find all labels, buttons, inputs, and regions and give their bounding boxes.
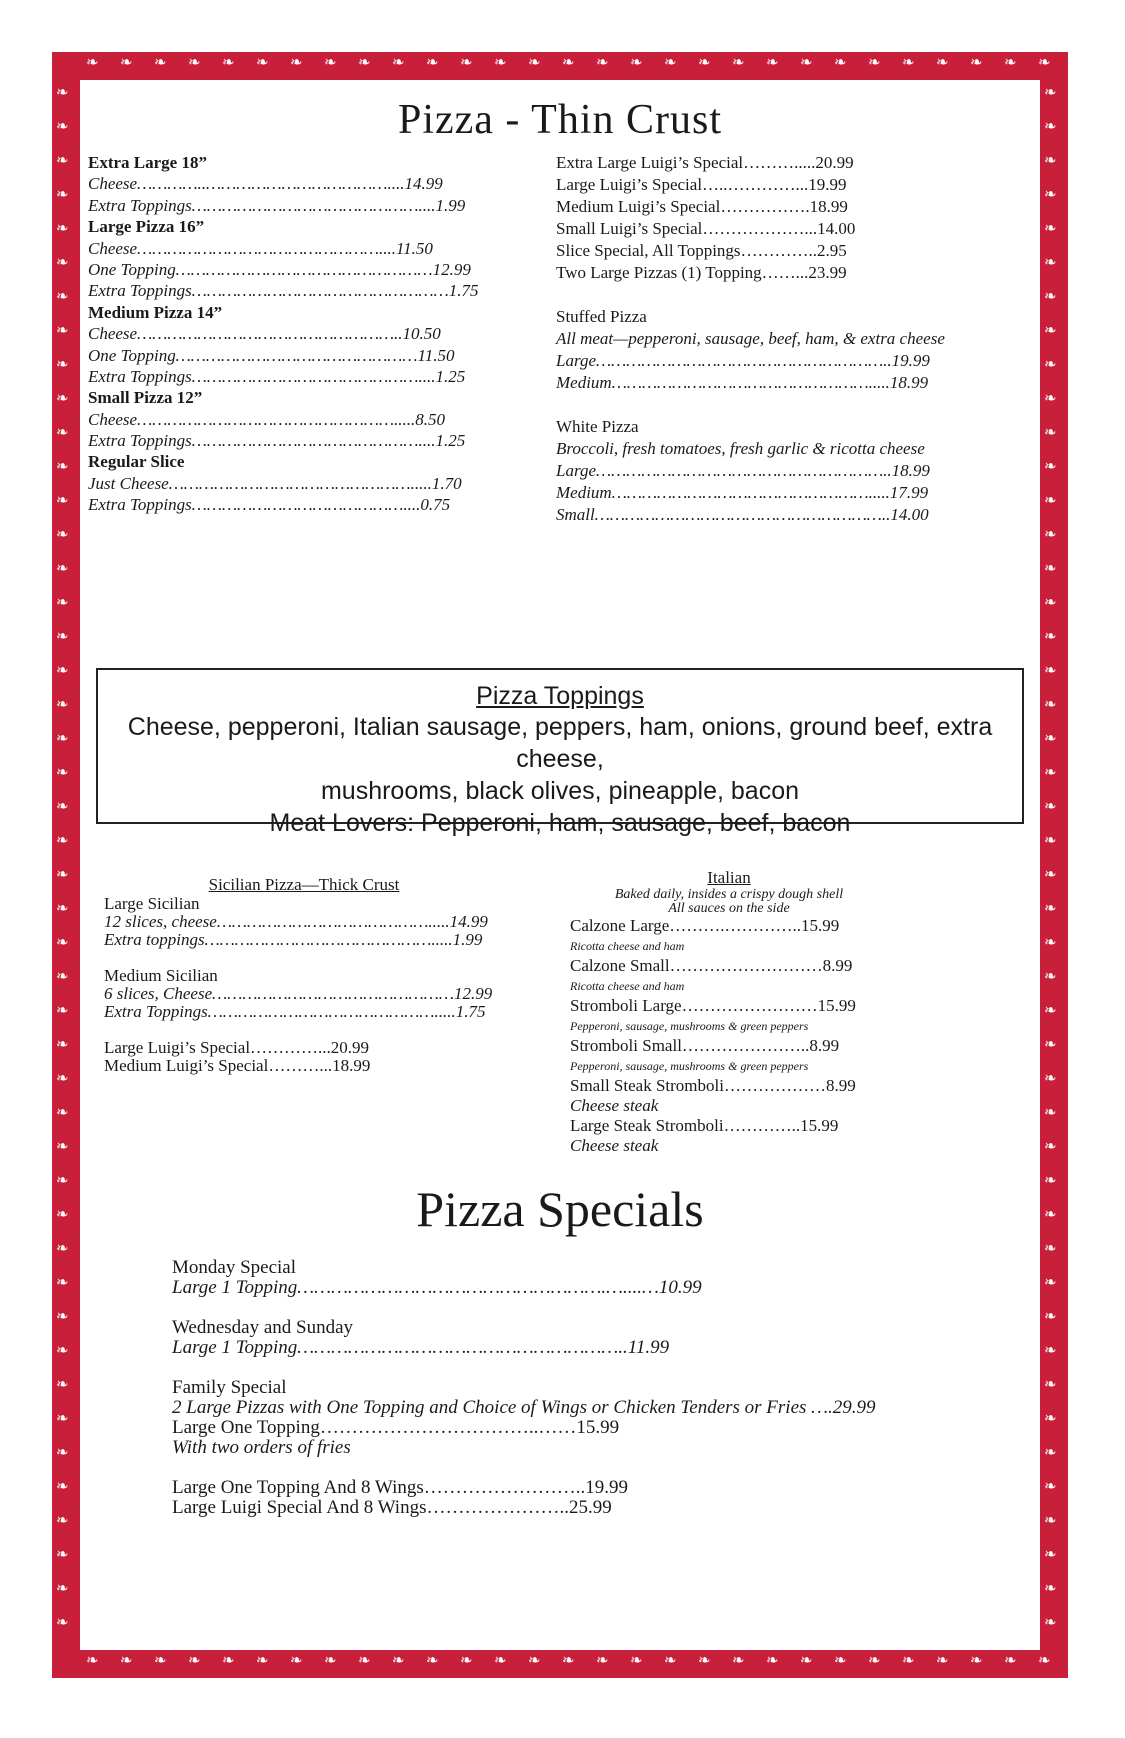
vine-leaf-icon: ❧ — [56, 1037, 69, 1053]
menu-item: Ricotta cheese and ham — [570, 939, 685, 953]
vine-leaf-icon: ❧ — [222, 1653, 235, 1669]
vine-leaf-icon: ❧ — [56, 969, 69, 985]
vine-leaf-icon: ❧ — [1044, 425, 1057, 441]
vine-leaf-icon: ❧ — [1044, 1377, 1057, 1393]
toppings-title: Pizza Toppings — [476, 682, 644, 710]
vine-leaf-icon: ❧ — [1044, 1207, 1057, 1223]
menu-item: Pepperoni, sausage, mushrooms & green peppers — [570, 1019, 809, 1033]
vine-leaf-icon: ❧ — [426, 1653, 439, 1669]
menu-item: Pepperoni, sausage, mushrooms & green peppers — [570, 1059, 809, 1073]
vine-leaf-icon: ❧ — [56, 833, 69, 849]
vine-leaf-icon: ❧ — [154, 1653, 167, 1669]
menu-item: Large…………………………………………………..19.99 — [556, 351, 930, 370]
menu-item: Large 1 Topping…………………………………………………..11.99 — [172, 1337, 670, 1358]
thin-crust-title: Pizza - Thin Crust — [397, 97, 723, 143]
vine-leaf-icon: ❧ — [1044, 1445, 1057, 1461]
vine-leaf-icon: ❧ — [936, 1653, 949, 1669]
menu-page — [80, 80, 1040, 1650]
sicilian-section — [104, 874, 504, 1075]
menu-item: Medium Sicilian — [104, 966, 218, 986]
vine-leaf-icon: ❧ — [188, 1653, 201, 1669]
vine-leaf-icon: ❧ — [868, 55, 881, 71]
menu-item: Small Luigi’s Special………………...14.00 — [556, 219, 856, 238]
vine-leaf-icon: ❧ — [120, 1653, 133, 1669]
menu-section-heading: Small Pizza 12” — [88, 388, 203, 408]
vine-leaf-icon: ❧ — [1044, 187, 1057, 203]
menu-section-heading: Regular Slice — [88, 452, 185, 472]
thin-crust-right-column — [556, 152, 1026, 526]
vine-leaf-icon: ❧ — [256, 1653, 269, 1669]
spacer — [556, 284, 1026, 306]
vine-leaf-icon: ❧ — [392, 1653, 405, 1669]
toppings-line-3: Meat Lovers: Pepperoni, ham, sausage, beef, bacon — [269, 809, 851, 837]
vine-leaf-icon: ❧ — [56, 1343, 69, 1359]
vine-leaf-icon: ❧ — [56, 799, 69, 815]
menu-item: Extra Toppings……………………………………….....1.75 — [104, 1002, 486, 1022]
vine-leaf-icon: ❧ — [1044, 1173, 1057, 1189]
vine-leaf-icon: ❧ — [1044, 935, 1057, 951]
menu-item: Ricotta cheese and ham — [570, 979, 685, 993]
vine-leaf-icon: ❧ — [56, 527, 69, 543]
vine-leaf-icon: ❧ — [970, 55, 983, 71]
vine-leaf-icon: ❧ — [1044, 799, 1057, 815]
menu-item: Large Sicilian — [104, 894, 200, 914]
vine-leaf-icon: ❧ — [56, 1547, 69, 1563]
vine-leaf-icon: ❧ — [392, 55, 405, 71]
vine-leaf-icon: ❧ — [868, 1653, 881, 1669]
vine-leaf-icon: ❧ — [56, 1071, 69, 1087]
vine-leaf-icon: ❧ — [56, 561, 69, 577]
vine-leaf-icon: ❧ — [1044, 867, 1057, 883]
vine-leaf-icon: ❧ — [56, 459, 69, 475]
vine-leaf-icon: ❧ — [56, 1445, 69, 1461]
italian-rows — [570, 916, 970, 1156]
menu-item: Extra Toppings………………………………………....1.25 — [88, 366, 466, 386]
vine-leaf-icon: ❧ — [86, 1653, 99, 1669]
menu-item: Just Cheese………………………………………….....1.70 — [88, 473, 462, 493]
vine-leaf-icon: ❧ — [528, 55, 541, 71]
vine-leaf-icon: ❧ — [1044, 1581, 1057, 1597]
vine-leaf-icon: ❧ — [56, 289, 69, 305]
menu-item: All meat—pepperoni, sausage, beef, ham, & extra cheese — [556, 329, 945, 348]
vine-leaf-icon: ❧ — [290, 1653, 303, 1669]
menu-item: Extra Toppings……………………………………………1.75 — [88, 281, 479, 301]
vine-leaf-icon: ❧ — [324, 55, 337, 71]
vine-leaf-icon: ❧ — [56, 1309, 69, 1325]
vine-leaf-icon: ❧ — [1044, 1411, 1057, 1427]
vine-leaf-icon: ❧ — [698, 55, 711, 71]
vine-leaf-icon: ❧ — [1044, 561, 1057, 577]
menu-item: Large One Topping……………………………..……15.99 — [172, 1417, 620, 1438]
spacer — [104, 949, 504, 967]
vine-leaf-icon: ❧ — [1044, 663, 1057, 679]
menu-item: Large…………………………………………………..18.99 — [556, 461, 930, 480]
vine-leaf-icon: ❧ — [56, 255, 69, 271]
vine-leaf-icon: ❧ — [1044, 1343, 1057, 1359]
vine-leaf-icon: ❧ — [56, 731, 69, 747]
vine-leaf-icon: ❧ — [56, 697, 69, 713]
vine-leaf-icon: ❧ — [460, 1653, 473, 1669]
menu-item: Family Special — [172, 1377, 287, 1398]
vine-leaf-icon: ❧ — [1044, 1479, 1057, 1495]
spacer — [104, 1021, 504, 1039]
vine-leaf-icon: ❧ — [56, 493, 69, 509]
vine-leaf-icon: ❧ — [562, 55, 575, 71]
vine-leaf-icon: ❧ — [936, 55, 949, 71]
menu-item: Large Luigi’s Special…………...20.99 — [104, 1038, 370, 1058]
toppings-line-1: Cheese, pepperoni, Italian sausage, peppers, ham, onions, ground beef, extra cheese, — [127, 713, 993, 773]
vine-leaf-icon: ❧ — [56, 391, 69, 407]
menu-item: Two Large Pizzas (1) Topping……...23.99 — [556, 263, 847, 282]
menu-item: One Topping……………………………………………12.99 — [88, 259, 471, 279]
thin-crust-left-column — [88, 152, 479, 516]
vine-leaf-icon: ❧ — [56, 1003, 69, 1019]
menu-item: Cheese…………..………………………………....14.99 — [88, 174, 443, 194]
vine-leaf-icon: ❧ — [1044, 1513, 1057, 1529]
menu-item: With two orders of fries — [172, 1437, 351, 1458]
vine-leaf-icon: ❧ — [426, 55, 439, 71]
vine-leaf-icon: ❧ — [460, 55, 473, 71]
menu-item: Stuffed Pizza — [556, 307, 647, 326]
menu-item: Medium Luigi’s Special…………….18.99 — [556, 197, 848, 216]
vine-leaf-icon: ❧ — [56, 187, 69, 203]
vine-leaf-icon: ❧ — [1044, 1139, 1057, 1155]
vine-leaf-icon: ❧ — [56, 765, 69, 781]
menu-section-heading: Large Pizza 16” — [88, 217, 205, 237]
menu-item: Large Steak Stromboli…………..15.99 — [570, 1116, 839, 1135]
vine-leaf-icon: ❧ — [1044, 1241, 1057, 1257]
vine-leaf-icon: ❧ — [56, 1173, 69, 1189]
vine-leaf-icon: ❧ — [56, 1615, 69, 1631]
menu-item: Large One Topping And 8 Wings……………………..19.99 — [172, 1477, 628, 1498]
vine-leaf-icon: ❧ — [902, 1653, 915, 1669]
spacer — [172, 1358, 972, 1378]
menu-item: Extra Large Luigi’s Special……….....20.99 — [556, 153, 854, 172]
vine-leaf-icon: ❧ — [1044, 391, 1057, 407]
vine-leaf-icon: ❧ — [1044, 629, 1057, 645]
vine-leaf-icon: ❧ — [1038, 1653, 1051, 1669]
vine-leaf-icon: ❧ — [1044, 1547, 1057, 1563]
spacer — [172, 1298, 972, 1318]
menu-item: Calzone Large……….…………..15.99 — [570, 916, 840, 935]
menu-section-heading: Medium Pizza 14” — [88, 302, 223, 322]
vine-leaf-icon: ❧ — [56, 901, 69, 917]
menu-item: Broccoli, fresh tomatoes, fresh garlic & ricotta cheese — [556, 439, 925, 458]
vine-leaf-icon: ❧ — [1044, 833, 1057, 849]
vine-leaf-icon: ❧ — [56, 323, 69, 339]
menu-item: Medium…………………………………………….....18.99 — [556, 373, 929, 392]
menu-item: Large Luigi Special And 8 Wings…………………..25.99 — [172, 1497, 612, 1518]
vine-leaf-icon: ❧ — [664, 1653, 677, 1669]
menu-item: Cheese…………………………………………….....8.50 — [88, 409, 446, 429]
vine-leaf-icon: ❧ — [970, 1653, 983, 1669]
menu-item: Calzone Small………………………8.99 — [570, 956, 853, 975]
vine-leaf-icon: ❧ — [1004, 1653, 1017, 1669]
vine-leaf-icon: ❧ — [56, 595, 69, 611]
vine-leaf-icon: ❧ — [86, 55, 99, 71]
menu-item: Medium Luigi’s Special………...18.99 — [104, 1056, 371, 1076]
menu-item: Large 1 Topping……………………………………………….…....…10.99 — [172, 1277, 702, 1298]
vine-leaf-icon: ❧ — [494, 1653, 507, 1669]
menu-item: Cheese……………………………………………..10.50 — [88, 324, 441, 344]
menu-item: Cheese…………………………………………....11.50 — [88, 238, 433, 258]
vine-leaf-icon: ❧ — [1044, 119, 1057, 135]
vine-leaf-icon: ❧ — [56, 1207, 69, 1223]
vine-leaf-icon: ❧ — [1044, 323, 1057, 339]
menu-item: Small…………………………………………………..14.00 — [556, 505, 929, 524]
vine-leaf-icon: ❧ — [1044, 357, 1057, 373]
vine-leaf-icon: ❧ — [1044, 1071, 1057, 1087]
menu-item: 2 Large Pizzas with One Topping and Choice of Wings or Chicken Tenders or Fries ….29.99 — [172, 1397, 876, 1418]
sicilian-rows — [104, 895, 504, 1075]
vine-leaf-icon: ❧ — [1044, 1037, 1057, 1053]
vine-leaf-icon: ❧ — [56, 1479, 69, 1495]
italian-section — [570, 868, 970, 1156]
vine-leaf-icon: ❧ — [596, 1653, 609, 1669]
vine-leaf-icon: ❧ — [56, 221, 69, 237]
vine-leaf-icon: ❧ — [494, 55, 507, 71]
menu-item: Extra Toppings………………………………………....1.25 — [88, 431, 466, 451]
menu-item: White Pizza — [556, 417, 639, 436]
vine-leaf-icon: ❧ — [56, 663, 69, 679]
vine-leaf-icon: ❧ — [1044, 697, 1057, 713]
vine-leaf-icon: ❧ — [56, 85, 69, 101]
menu-item: Extra Toppings……………………………………....0.75 — [88, 495, 451, 515]
vine-leaf-icon: ❧ — [1044, 901, 1057, 917]
vine-leaf-icon: ❧ — [834, 55, 847, 71]
vine-leaf-icon: ❧ — [1044, 255, 1057, 271]
vine-leaf-icon: ❧ — [56, 1275, 69, 1291]
vine-leaf-icon: ❧ — [698, 1653, 711, 1669]
vine-leaf-icon: ❧ — [56, 1105, 69, 1121]
menu-item: Small Steak Stromboli………………8.99 — [570, 1076, 856, 1095]
vine-leaf-icon: ❧ — [358, 1653, 371, 1669]
vine-leaf-icon: ❧ — [1044, 969, 1057, 985]
spacer — [172, 1458, 972, 1478]
menu-item: One Topping…………………………………………11.50 — [88, 345, 455, 365]
vine-leaf-icon: ❧ — [56, 357, 69, 373]
vine-leaf-icon: ❧ — [1044, 731, 1057, 747]
vine-leaf-icon: ❧ — [630, 1653, 643, 1669]
menu-section-heading: Extra Large 18” — [88, 153, 207, 172]
vine-leaf-icon: ❧ — [56, 629, 69, 645]
vine-leaf-icon: ❧ — [1044, 153, 1057, 169]
vine-leaf-icon: ❧ — [1044, 85, 1057, 101]
vine-leaf-icon: ❧ — [56, 1377, 69, 1393]
vine-leaf-icon: ❧ — [256, 55, 269, 71]
vine-leaf-icon: ❧ — [800, 1653, 813, 1669]
vine-leaf-icon: ❧ — [56, 1581, 69, 1597]
vine-leaf-icon: ❧ — [56, 867, 69, 883]
vine-leaf-icon: ❧ — [766, 1653, 779, 1669]
italian-sauces-note: All sauces on the side — [668, 901, 790, 916]
vine-leaf-icon: ❧ — [56, 153, 69, 169]
vine-leaf-icon: ❧ — [56, 1411, 69, 1427]
vine-leaf-icon: ❧ — [732, 1653, 745, 1669]
vine-leaf-icon: ❧ — [56, 425, 69, 441]
vine-leaf-icon: ❧ — [800, 55, 813, 71]
menu-item: Cheese steak — [570, 1136, 659, 1155]
menu-item: Monday Special — [172, 1257, 297, 1278]
vine-leaf-icon: ❧ — [1004, 55, 1017, 71]
vine-leaf-icon: ❧ — [358, 55, 371, 71]
vine-leaf-icon: ❧ — [1044, 595, 1057, 611]
vine-leaf-icon: ❧ — [56, 935, 69, 951]
vine-leaf-icon: ❧ — [290, 55, 303, 71]
spacer — [556, 394, 1026, 416]
vine-leaf-icon: ❧ — [562, 1653, 575, 1669]
toppings-line-2: mushrooms, black olives, pineapple, bacon — [320, 777, 800, 805]
menu-item: Stromboli Large……………………15.99 — [570, 996, 856, 1015]
vine-leaf-icon: ❧ — [732, 55, 745, 71]
vine-leaf-icon: ❧ — [188, 55, 201, 71]
menu-item: Stromboli Small…………………..8.99 — [570, 1036, 840, 1055]
vine-leaf-icon: ❧ — [1044, 459, 1057, 475]
pizza-specials-title: Pizza Specials — [416, 1181, 704, 1237]
vine-leaf-icon: ❧ — [1044, 1275, 1057, 1291]
vine-leaf-icon: ❧ — [528, 1653, 541, 1669]
vine-leaf-icon: ❧ — [120, 55, 133, 71]
vine-leaf-icon: ❧ — [1044, 1003, 1057, 1019]
menu-item: Medium…………………………………………….....17.99 — [556, 483, 929, 502]
menu-item: Large Luigi’s Special…..…………...19.99 — [556, 175, 847, 194]
vine-leaf-icon: ❧ — [902, 55, 915, 71]
sicilian-title: Sicilian Pizza—Thick Crust — [208, 875, 400, 894]
italian-title: Italian — [707, 868, 751, 887]
vine-leaf-icon: ❧ — [56, 119, 69, 135]
vine-leaf-icon: ❧ — [1044, 289, 1057, 305]
pizza-toppings-box — [96, 668, 1024, 837]
vine-leaf-icon: ❧ — [56, 1139, 69, 1155]
vine-leaf-icon: ❧ — [1044, 527, 1057, 543]
italian-subtitle: Baked daily, insides a crispy dough shell — [614, 887, 844, 902]
vine-leaf-icon: ❧ — [222, 55, 235, 71]
vine-leaf-icon: ❧ — [1044, 1105, 1057, 1121]
vine-leaf-icon: ❧ — [56, 1513, 69, 1529]
menu-item: 6 slices, Cheese…………………………………………12.99 — [104, 984, 493, 1004]
vine-leaf-icon: ❧ — [154, 55, 167, 71]
vine-leaf-icon: ❧ — [596, 55, 609, 71]
vine-leaf-icon: ❧ — [630, 55, 643, 71]
vine-leaf-icon: ❧ — [56, 1241, 69, 1257]
menu-item: Cheese steak — [570, 1096, 659, 1115]
menu-item: 12 slices, cheese…………………………………….....14.99 — [104, 912, 488, 932]
vine-leaf-icon: ❧ — [1038, 55, 1051, 71]
vine-leaf-icon: ❧ — [1044, 221, 1057, 237]
menu-item: Slice Special, All Toppings…………..2.95 — [556, 241, 847, 260]
vine-leaf-icon: ❧ — [1044, 493, 1057, 509]
vine-leaf-icon: ❧ — [834, 1653, 847, 1669]
specials-section — [172, 1258, 972, 1518]
vine-leaf-icon: ❧ — [324, 1653, 337, 1669]
vine-leaf-icon: ❧ — [1044, 1309, 1057, 1325]
vine-leaf-icon: ❧ — [1044, 1615, 1057, 1631]
menu-item: Extra toppings……………………………………….....1.99 — [104, 930, 483, 950]
menu-item: Wednesday and Sunday — [172, 1317, 354, 1338]
menu-item: Extra Toppings………………………………………....1.99 — [88, 195, 466, 215]
vine-leaf-icon: ❧ — [664, 55, 677, 71]
vine-leaf-icon: ❧ — [1044, 765, 1057, 781]
vine-leaf-icon: ❧ — [766, 55, 779, 71]
